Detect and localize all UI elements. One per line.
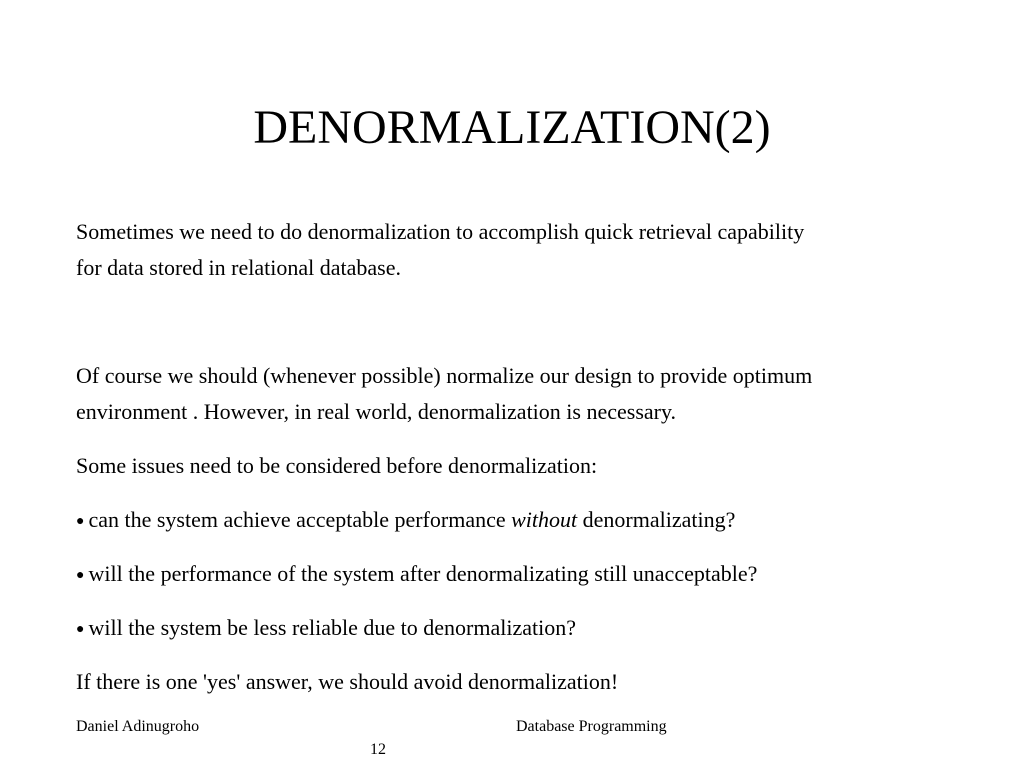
- footer-course: Database Programming: [516, 718, 667, 735]
- bullet-1-italic: without: [511, 507, 578, 532]
- paragraph-2-line-2: environment . However, in real world, denormalization is necessary.: [76, 399, 677, 424]
- paragraph-1-line-2: for data stored in relational database.: [76, 255, 401, 280]
- bullet-1-text-end: denormalizating?: [577, 507, 736, 532]
- bullet-item-1: [76, 502, 976, 540]
- bullet-item-3: [76, 610, 976, 648]
- bullet-2-text: will the performance of the system after denormalizating still unacceptable?: [88, 561, 758, 586]
- bullet-dot-icon: ●: [76, 514, 85, 529]
- conclusion: If there is one 'yes' answer, we should avoid denormalization!: [76, 669, 619, 694]
- paragraph-2-line-1: Of course we should (whenever possible) normalize our design to provide optimum: [76, 363, 813, 388]
- footer-page-number: 12: [370, 741, 386, 758]
- issues-intro: Some issues need to be considered before denormalization:: [76, 453, 598, 478]
- slide-title: DENORMALIZATION(2): [253, 101, 771, 154]
- bullet-item-2: [76, 556, 976, 594]
- bullet-3-text: will the system be less reliable due to denormalization?: [88, 615, 576, 640]
- paragraph-1-line-1: Sometimes we need to do denormalization to accomplish quick retrieval capability: [76, 219, 805, 244]
- bullet-dot-icon: ●: [76, 622, 85, 637]
- bullet-dot-icon: ●: [76, 568, 85, 583]
- footer-author: Daniel Adinugroho: [76, 718, 200, 735]
- bullet-1-text: can the system achieve acceptable performance: [88, 507, 512, 532]
